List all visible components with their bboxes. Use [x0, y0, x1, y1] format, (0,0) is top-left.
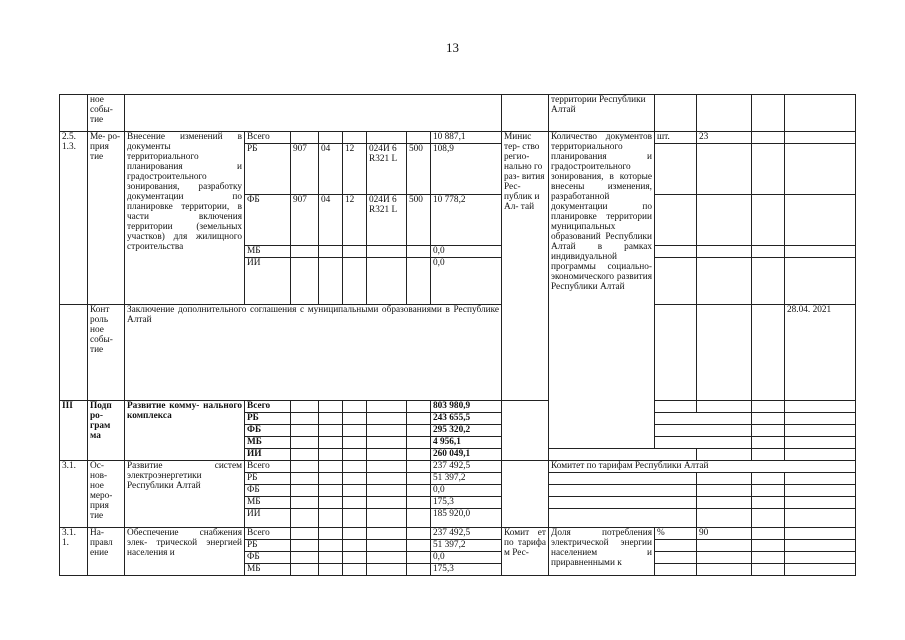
page-number: 13: [446, 40, 459, 55]
row-number: 2.5. 1.3.: [60, 132, 88, 305]
table-row: [60, 132, 856, 144]
funding-sum: 243 655,5: [431, 413, 502, 425]
kbk-grbs: 907: [291, 195, 319, 246]
unit-cell: шт.: [655, 132, 697, 144]
funding-sum: 0,0: [431, 258, 502, 305]
activity-name: Внесение изменений в документы территориального планирования и градостроительного зонирования, разработку документации по планировке территории, в части включения территории (земельных участков) для жилищного строительства: [125, 132, 245, 305]
funding-source: ФБ: [245, 485, 291, 497]
row-type: Ос- нов- ное меро- прия тие: [88, 461, 125, 528]
funding-source: ИИ: [245, 509, 291, 528]
funding-source: РБ: [245, 540, 291, 552]
table-row: [60, 305, 856, 401]
funding-sum: 10 778,2: [431, 195, 502, 246]
funding-sum: 295 320,2: [431, 425, 502, 437]
funding-sum: 0,0: [431, 485, 502, 497]
program-table: [59, 94, 856, 576]
funding-source: ИИ: [245, 258, 291, 305]
funding-sum: 4 956,1: [431, 437, 502, 449]
date-cell: 28.04. 2021: [785, 305, 856, 401]
funding-source: Всего: [245, 132, 291, 144]
table-row: [60, 401, 856, 413]
funding-sum: 260 049,1: [431, 449, 502, 461]
value-cell: 23: [697, 132, 752, 144]
funding-source: МБ: [245, 564, 291, 576]
row-number: 3.1. 1.: [60, 528, 88, 576]
funding-sum: 175,3: [431, 497, 502, 509]
executor-cell: Комит ет по тарифа м Рес-: [502, 528, 549, 576]
funding-source: ФБ: [245, 195, 291, 246]
funding-sum: 0,0: [431, 246, 502, 258]
funding-sum: 10 887,1: [431, 132, 502, 144]
funding-source: РБ: [245, 144, 291, 195]
executor-cell: Минис тер- ство регио- нально го раз- вития Рес- публик и Ал- тай: [502, 132, 549, 401]
control-event-name: Заключение дополнительного соглашения с муниципальными образованиями в Республике Алтай: [125, 305, 502, 401]
kbk-csr: 024И 6 R321 L: [367, 144, 407, 195]
funding-sum: 0,0: [431, 552, 502, 564]
kbk-pr: 12: [343, 144, 367, 195]
row-type: Ме- ро- прия тие: [88, 132, 125, 305]
funding-source: МБ: [245, 246, 291, 258]
funding-source: ИИ: [245, 449, 291, 461]
activity-name: Развитие систем электроэнергетики Республики Алтай: [125, 461, 245, 528]
funding-source: ФБ: [245, 425, 291, 437]
indicator-cell: Доля потребления электрической энергии населением и приравненными к: [549, 528, 655, 576]
kbk-rz: 04: [319, 195, 343, 246]
event-type-cell: ное собы- тие: [88, 95, 125, 132]
kbk-vr: 500: [407, 195, 431, 246]
row-number: III: [60, 401, 88, 461]
table-row: [60, 95, 856, 132]
kbk-vr: 500: [407, 144, 431, 195]
subprogram-name: Развитие комму- нального комплекса: [125, 401, 245, 461]
table-row: [60, 528, 856, 540]
funding-source: Всего: [245, 528, 291, 540]
funding-sum: 237 492,5: [431, 528, 502, 540]
table-row: [60, 461, 856, 473]
kbk-csr: 024И 6 R321 L: [367, 195, 407, 246]
funding-source: РБ: [245, 473, 291, 485]
funding-sum: 51 397,2: [431, 473, 502, 485]
goal-cell: территории Республики Алтай: [549, 95, 655, 132]
funding-source: МБ: [245, 437, 291, 449]
kbk-grbs: 907: [291, 144, 319, 195]
row-type: Подп ро- грам ма: [88, 401, 125, 461]
activity-name: Обеспечение снабжения элек- трической энергией населения и: [125, 528, 245, 576]
executor-cell: Комитет по тарифам Республики Алтай: [549, 461, 856, 473]
row-number: 3.1.: [60, 461, 88, 528]
kbk-pr: 12: [343, 195, 367, 246]
funding-source: МБ: [245, 497, 291, 509]
kbk-rz: 04: [319, 144, 343, 195]
funding-source: ФБ: [245, 552, 291, 564]
row-type: На- правл ение: [88, 528, 125, 576]
funding-source: Всего: [245, 461, 291, 473]
funding-sum: 803 980,9: [431, 401, 502, 413]
funding-sum: 237 492,5: [431, 461, 502, 473]
value-cell: 90: [697, 528, 752, 540]
indicator-cell: Количество документов территориального планирования и градостроительного зонирования, в которые внесены изменения, разработанной документации по планировке территории муниципальных образований Республики Алтай в рамках индивидуальной программы социально- экономического развития Республики Алтай: [549, 132, 655, 449]
unit-cell: %: [655, 528, 697, 540]
funding-sum: 175,3: [431, 564, 502, 576]
funding-sum: 51 397,2: [431, 540, 502, 552]
funding-sum: 108,9: [431, 144, 502, 195]
funding-sum: 185 920,0: [431, 509, 502, 528]
funding-source: Всего: [245, 401, 291, 413]
row-type: Конт роль ное собы- тие: [88, 305, 125, 401]
funding-source: РБ: [245, 413, 291, 425]
